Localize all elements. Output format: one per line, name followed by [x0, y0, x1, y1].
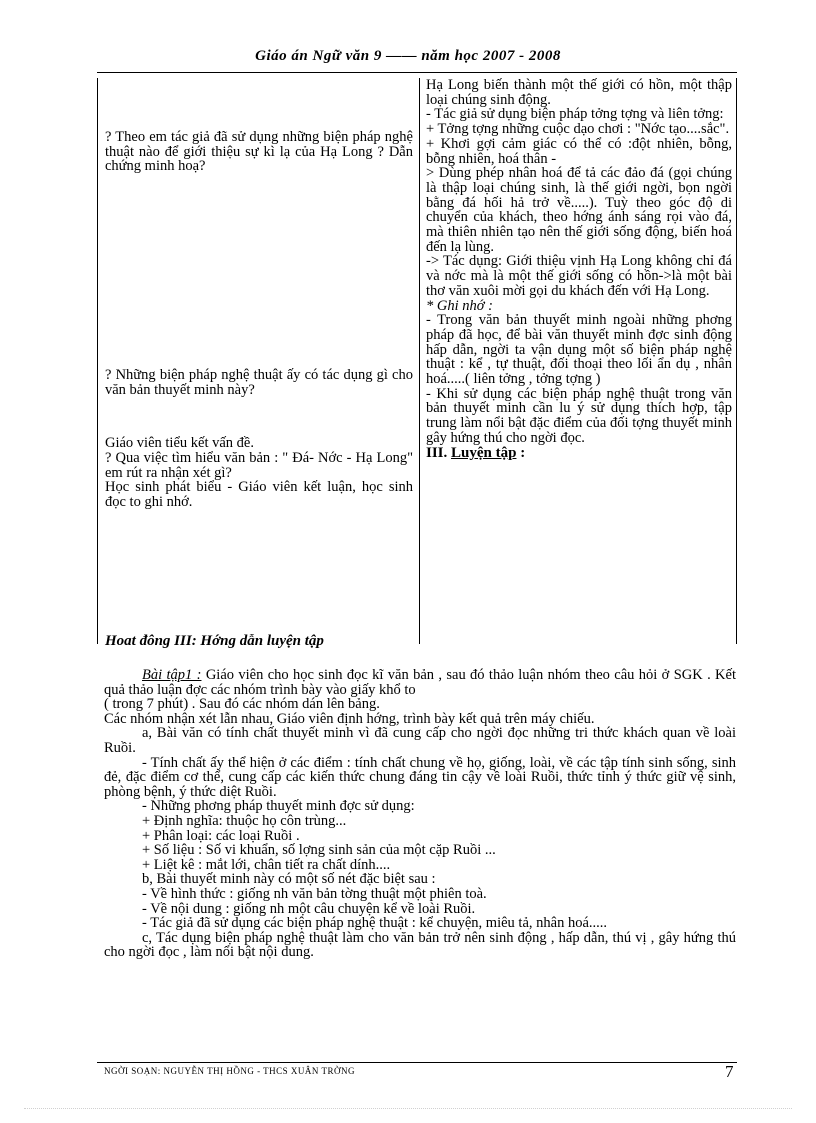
exercise-label: Bài tập1 :	[142, 667, 202, 683]
method-statistics: + Số liệu : Số vi khuẩn, số lợng sinh sản của một cặp Ruồi ...	[142, 842, 496, 859]
activity-heading: Hoat đông III: Hớng dẫn luyện tập	[105, 633, 324, 649]
content-column	[426, 78, 732, 460]
table-left-border	[97, 78, 98, 644]
answer-b-techniques: - Tác giả đã sử dụng các biện pháp nghệ thuật : kể chuyện, miêu tả, nhân hoá.....	[142, 915, 607, 932]
content-p3: + Tởng tợng những cuộc dạo chơi : "Nớc tạo....sắc".	[426, 121, 730, 138]
exercise-body	[104, 668, 736, 960]
exercise-intro-text: Giáo viên cho học sinh đọc kĩ văn bản , sau đó thảo luận nhóm theo câu hỏi ở SGK . Kết quả thảo luận đợc các nhóm trình bày vào giấy khổ to	[104, 667, 736, 698]
answer-b-form: - Về hình thức : giống nh văn bản tờng thuật một phiên toà.	[142, 885, 487, 902]
answer-a: a, Bài văn có tính chất thuyết minh vì đã cung cấp cho ngời đọc những tri thức khách quan về loài Ruồi.	[104, 725, 736, 756]
section-heading	[426, 446, 732, 461]
section-colon: :	[516, 444, 526, 461]
content-p7: - Trong văn bản thuyết minh ngoài những phơng pháp đã học, để bài văn thuyết minh đợc sinh động hấp dẫn, ngời ta vận dụng một số biện pháp nghệ thuật : kể , tự thuật, đối thoại theo lối ẩn dụ , nhân hoá.....( liên tởng , tởng tợng )	[426, 312, 732, 388]
content-p6: -> Tác dụng: Giới thiệu vịnh Hạ Long không chỉ đá và nớc mà là một thế giới sống có hồn->là một bài thơ văn xuôi mời gọi du khách đến với Hạ Long.	[426, 253, 732, 299]
section-title: Luyện tập	[451, 444, 517, 461]
exercise-line-2: ( trong 7 phút) . Sau đó các nhóm dán lên bảng.	[104, 696, 380, 713]
method-definition: + Định nghĩa: thuộc họ côn trùng...	[142, 812, 347, 829]
table-column-divider	[419, 78, 420, 644]
answer-c: c, Tác dụng biện pháp nghệ thuật làm cho văn bản trở nên sinh động , hấp dẫn, thú vị , gây hứng thú cho ngời đọc , làm nổi bật nội dung.	[104, 929, 736, 961]
content-p4: + Khơi gợi cảm giác có thể có :đột nhiên, bỗng, bỗng nhiên, hoá thân -	[426, 135, 732, 167]
answer-a-detail: - Tính chất ấy thể hiện ở các điểm : tính chất chung về họ, giống, loài, về các tập tính sinh sống, sinh đẻ, đặc điểm cơ thể, cung cấp các kiến thức chung đáng tin cậy về loài Ruồi, thức tỉnh ý thức giữ vệ sinh, phòng bệnh, ý thức diệt Ruồi.	[104, 754, 736, 800]
footer-author: NGỜI SOẠN: NGUYỄN THỊ HỒNG - THCS XUÂN TRỜNG	[104, 1066, 355, 1076]
content-p1: Hạ Long biến thành một thế giới có hồn, một thập loại chúng sinh động.	[426, 77, 732, 108]
lesson-table	[97, 77, 737, 649]
content-p2: - Tác giả sử dụng biện pháp tởng tợng và liên tởng:	[426, 106, 724, 123]
ghi-nho-label: * Ghi nhớ :	[426, 297, 493, 314]
page-number: 7	[725, 1062, 734, 1081]
question-technique-effect: ? Những biện pháp nghệ thuật ấy có tác dụng gì cho văn bản thuyết minh này?	[105, 367, 413, 398]
question-conclusion: ? Qua việc tìm hiểu văn bản : " Đá- Nớc - Hạ Long" em rút ra nhận xét gì?	[105, 450, 413, 481]
methods-heading: - Những phơng pháp thuyết minh đợc sử dụng:	[142, 798, 415, 815]
content-p8: - Khi sử dụng các biện pháp nghệ thuật trong văn bản thuyết minh cần lu ý sử dụng thích hợp, tập trung làm nổi bật đặc điểm của đối tợng thuyết minh gây hứng thú cho ngời đọc.	[426, 385, 732, 446]
method-classification: + Phân loại: các loại Ruồi .	[142, 827, 300, 844]
table-right-border	[736, 78, 737, 644]
header-rule	[97, 72, 737, 73]
method-listing: + Liệt kê : mắt lới, chân tiết ra chất dính....	[142, 856, 391, 873]
page-bottom-dotted-line	[24, 1108, 792, 1109]
question-art-techniques: ? Theo em tác giả đã sử dụng những biện pháp nghệ thuật nào để giới thiệu sự kì lạ của Hạ Long ? Dẫn chứng minh hoạ?	[105, 129, 413, 175]
student-presentation: Học sinh phát biểu - Giáo viên kết luận, học sinh đọc to ghi nhớ.	[105, 479, 413, 510]
page-header: Giáo án Ngữ văn 9 —— năm học 2007 - 2008	[255, 48, 561, 64]
teacher-summary: Giáo viên tiểu kết vấn đề.	[105, 435, 254, 451]
answer-b-content: - Về nội dung : giống nh một câu chuyện kể về loài Ruồi.	[142, 900, 476, 917]
section-number: III.	[426, 444, 448, 461]
footer-rule	[97, 1062, 737, 1063]
content-p5: > Dùng phép nhân hoá để tả các đảo đá (gọi chúng là thập loại chúng sinh, là thế giới ngời, bọn ngời bằng đá hối hả trở về.....). Tuỳ theo góc độ di chuyển của khách, theo hớng ánh sáng rọi vào đá, mà thiên nhiên tạo nên thế giới sống động, biến hoá đến lạ lùng.	[426, 165, 732, 255]
answer-b: b, Bài thuyết minh này có một số nét đặc biệt sau :	[142, 871, 436, 888]
exercise-intro	[104, 668, 736, 697]
exercise-line-3: Các nhóm nhận xét lẫn nhau, Giáo viên định hớng, trình bày kết quả trên máy chiếu.	[104, 710, 595, 727]
